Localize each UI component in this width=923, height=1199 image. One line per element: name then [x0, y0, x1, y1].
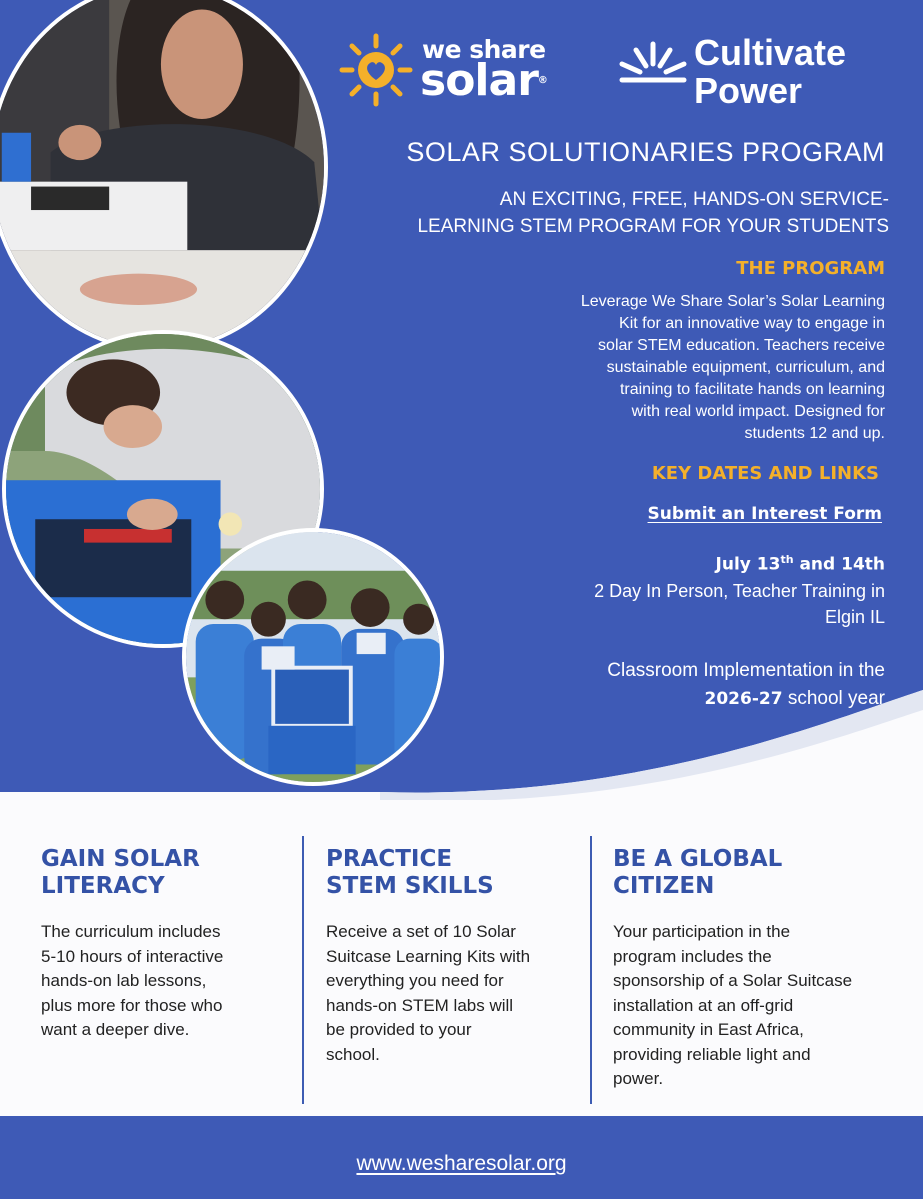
column-2-body: Receive a set of 10 Solar Suitcase Learning Kits with everything you need for hands-on STEM labs will be provided to your school. [326, 922, 531, 1064]
column-3-heading: BE A GLOBAL CITIZEN [613, 846, 783, 899]
training-dates: July 13th and 14th 2 Day In Person, Teacher Training in Elgin IL [594, 547, 885, 630]
we-share-solar-logo [336, 30, 576, 110]
program-description: Leverage We Share Solar’s Solar Learning Kit for an innovative way to engage in solar STEM education. Teachers receive sustainable equipment, curriculum, and training to facilitate hands on learning with real world impact. Designed for students 12 and up. [580, 293, 885, 442]
column-1-body: The curriculum includes 5-10 hours of interactive hands-on lab lessons, plus more for those who want a deeper dive. [41, 922, 224, 1039]
photo-children-group [182, 528, 444, 786]
logo-solar: solar® [420, 55, 548, 106]
sunrise-icon [618, 40, 688, 90]
program-heading: THE PROGRAM [736, 258, 885, 279]
cultivate-power-logo [618, 34, 878, 114]
page-subtitle: AN EXCITING, FREE, HANDS-ON SERVICE- LEARNING STEM PROGRAM FOR YOUR STUDENTS [417, 189, 889, 237]
column-divider-2 [590, 836, 592, 1104]
website-link[interactable]: www.wesharesolar.org [356, 1152, 567, 1175]
registered-mark: ® [537, 75, 548, 86]
column-divider-1 [302, 836, 304, 1104]
training-date-line: July 13th and 14th [715, 553, 885, 575]
page-title: SOLAR SOLUTIONARIES PROGRAM [406, 137, 885, 167]
column-3-body: Your participation in the program includes the sponsorship of a Solar Suitcase installation at an off-grid community in East Africa, providing reliable light and power. [613, 922, 853, 1088]
implementation-info: Classroom Implementation in the 2026-27 school year [607, 660, 885, 709]
cultivate-power-text: Cultivate Power [694, 32, 847, 111]
column-1-heading: GAIN SOLAR LITERACY [41, 846, 200, 899]
interest-form-link[interactable]: Submit an Interest Form [647, 504, 882, 524]
sun-heart-icon [336, 30, 416, 110]
key-dates-heading: KEY DATES AND LINKS [651, 463, 879, 484]
logo-we-share: we share [422, 35, 546, 64]
column-2-heading: PRACTICE STEM SKILLS [326, 846, 494, 899]
